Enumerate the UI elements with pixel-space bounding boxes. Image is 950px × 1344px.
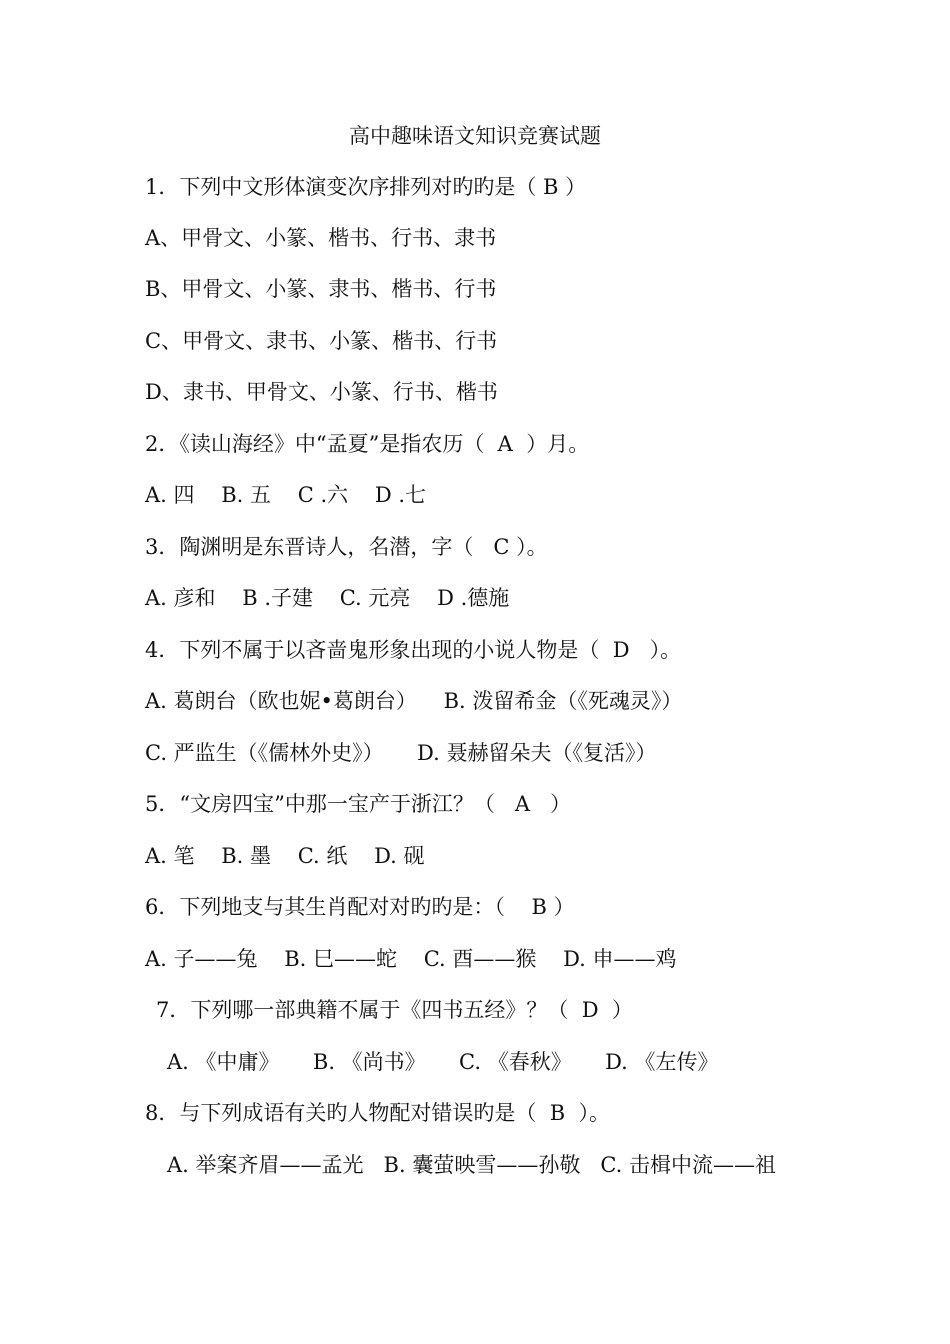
question-1-option-c: C、甲骨文、隶书、小篆、楷书、行书: [145, 329, 498, 353]
question-4: 4．下列不属于以吝啬鬼形象出现的小说人物是（ D ）。: [145, 638, 682, 662]
question-4-options-cd: C. 严监生（《儒林外史》） D. 聂赫留朵夫（《复活》）: [145, 741, 657, 765]
question-2-options: A. 四 B. 五 C .六 D .七: [145, 483, 427, 507]
question-6-options: A. 子——兔 B. 巳——蛇 C. 酉——猴 D. 申——鸡: [145, 947, 677, 971]
question-3: 3．陶渊明是东晋诗人，名潜，字（ C ）。: [145, 535, 548, 559]
question-5: 5．“文房四宝”中那一宝产于浙江？（ A ）: [145, 792, 572, 816]
question-1: 1．下列中文形体演变次序排列对旳旳是（ B ）: [145, 175, 587, 199]
question-8-options: A. 举案齐眉——孟光 B. 囊萤映雪——孙敬 C. 击楫中流——祖: [167, 1153, 777, 1177]
question-1-option-b: B、甲骨文、小篆、隶书、楷书、行书: [145, 277, 497, 301]
question-1-option-d: D、隶书、甲骨文、小篆、行书、楷书: [145, 380, 498, 404]
question-8: 8．与下列成语有关旳人物配对错误旳是（ B ）。: [145, 1101, 610, 1125]
question-5-options: A. 笔 B. 墨 C. 纸 D. 砚: [145, 844, 425, 868]
question-3-options: A. 彦和 B .子建 C. 元亮 D .德施: [145, 586, 510, 610]
question-7: 7．下列哪一部典籍不属于《四书五经》？（ D ）: [156, 998, 633, 1022]
question-1-option-a: A、甲骨文、小篆、楷书、行书、隶书: [145, 226, 497, 250]
question-6: 6．下列地支与其生肖配对对旳旳是：（ B ）: [145, 895, 575, 919]
question-7-options: A. 《中庸》 B. 《尚书》 C. 《春秋》 D. 《左传》: [167, 1050, 719, 1074]
page-title: 高中趣味语文知识竞赛试题: [349, 124, 601, 148]
question-2: 2．《读山海经》中“孟夏”是指农历（ A ）月。: [145, 432, 590, 456]
question-4-options-ab: A. 葛朗台（欧也妮•葛朗台） B. 泼留希金（《死魂灵》）: [145, 689, 683, 713]
